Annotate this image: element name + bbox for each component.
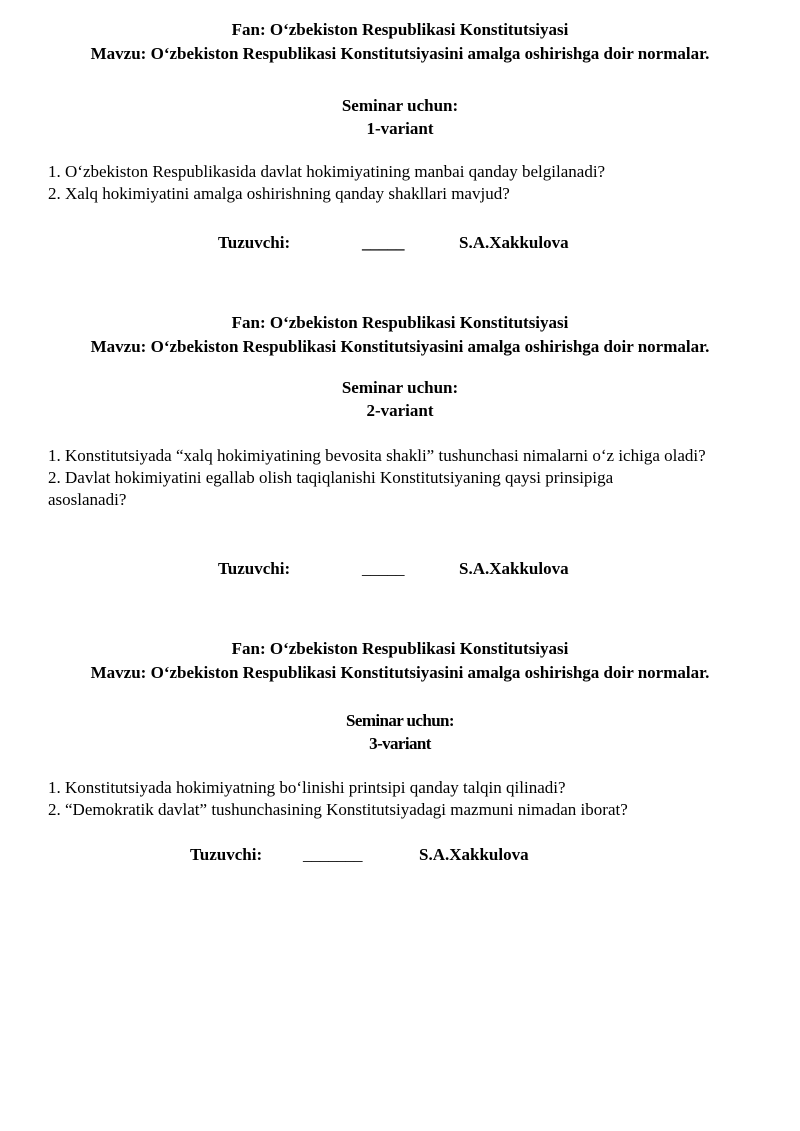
question-item: 1. Konstitutsiyada “xalq hokimiyatining bevosita shakli” tushunchasi nimalarni o‘z ichiga oladi? <box>48 446 706 465</box>
question-item: 1. O‘zbekiston Respublikasida davlat hokimiyatining manbai qanday belgilanadi? <box>48 162 606 181</box>
subject-title: Fan: O‘zbekiston Respublikasi Konstitutsiyasi <box>231 313 569 332</box>
variant-3-header <box>48 637 752 685</box>
variant-label: 1-variant <box>366 119 434 138</box>
seminar-label: Seminar uchun: <box>341 378 459 397</box>
variant-1-header <box>48 18 752 66</box>
variant-2-header <box>48 311 752 359</box>
author-label: Tuzuvchi: <box>218 233 291 252</box>
signature-line: _____ <box>362 233 405 252</box>
signature-line: _____ <box>362 559 405 578</box>
variant-3-seminar <box>48 709 752 755</box>
variant-label: 2-variant <box>366 401 434 420</box>
signature-line: _______ <box>303 845 363 864</box>
variant-3-questions <box>48 777 752 821</box>
variant-label: 3-variant <box>369 734 431 753</box>
seminar-label: Seminar uchun: <box>346 711 454 730</box>
variant-1-seminar <box>48 94 752 140</box>
author-name: S.A.Xakkulova <box>459 233 569 252</box>
author-label: Tuzuvchi: <box>218 559 291 578</box>
topic-title: Mavzu: O‘zbekiston Respublikasi Konstitutsiyasini amalga oshirishga doir normalar. <box>90 337 710 356</box>
author-label: Tuzuvchi: <box>190 845 263 864</box>
author-name: S.A.Xakkulova <box>459 559 569 578</box>
subject-title: Fan: O‘zbekiston Respublikasi Konstitutsiyasi <box>231 639 569 658</box>
variant-1-questions <box>48 161 752 205</box>
topic-title: Mavzu: O‘zbekiston Respublikasi Konstitutsiyasini amalga oshirishga doir normalar. <box>90 663 710 682</box>
variant-2-questions <box>48 445 752 511</box>
question-item: 2. “Demokratik davlat” tushunchasining Konstitutsiyadagi mazmuni nimadan iborat? <box>48 800 628 819</box>
question-item: 2. Davlat hokimiyatini egallab olish taqiqlanishi Konstitutsiyaning qaysi prinsipiga asoslanadi? <box>48 468 614 509</box>
seminar-label: Seminar uchun: <box>341 96 459 115</box>
variant-2-seminar <box>48 376 752 422</box>
topic-title: Mavzu: O‘zbekiston Respublikasi Konstitutsiyasini amalga oshirishga doir normalar. <box>90 44 710 63</box>
subject-title: Fan: O‘zbekiston Respublikasi Konstitutsiyasi <box>231 20 569 39</box>
author-name: S.A.Xakkulova <box>419 845 529 864</box>
question-item: 2. Xalq hokimiyatini amalga oshirishning qanday shakllari mavjud? <box>48 184 510 203</box>
question-item: 1. Konstitutsiyada hokimiyatning bo‘linishi printsipi qanday talqin qilinadi? <box>48 778 566 797</box>
